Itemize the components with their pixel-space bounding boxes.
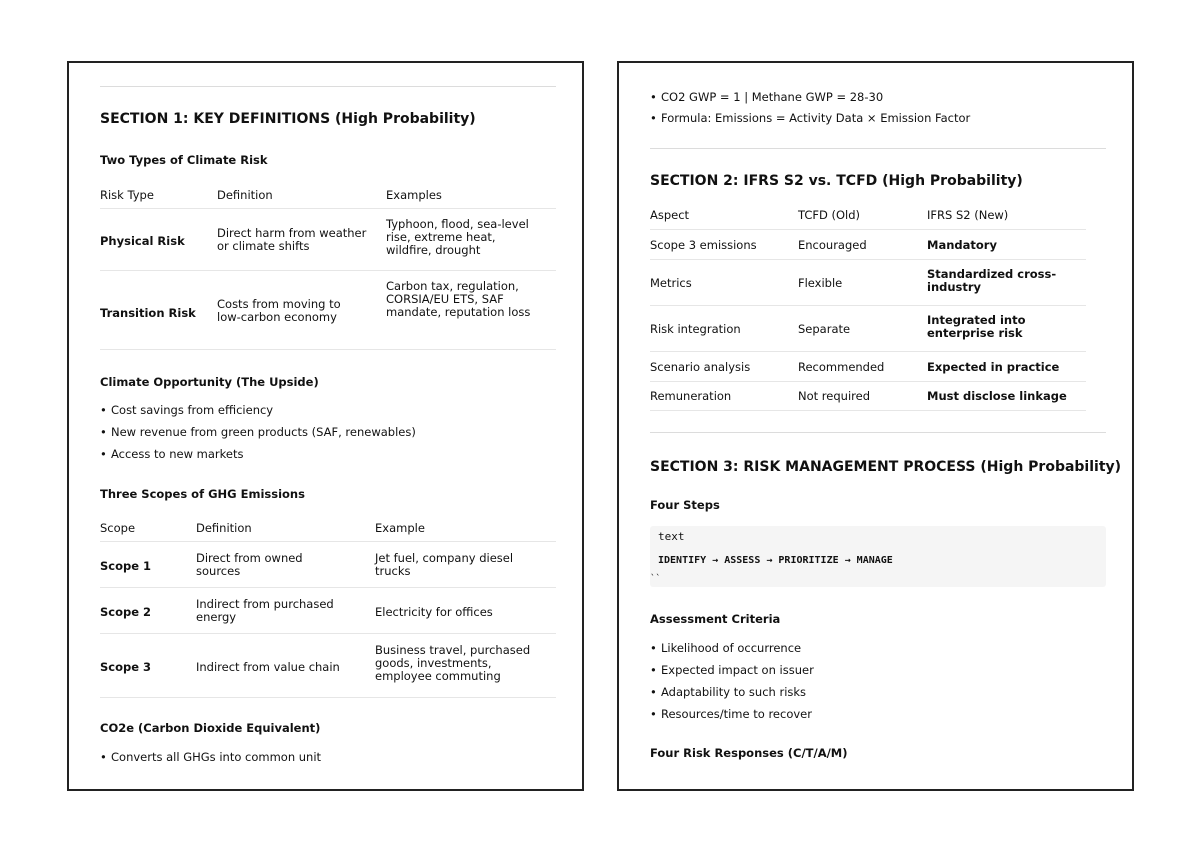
table-cell: Jet fuel, company diesel trucks [375, 551, 514, 578]
table-header-cell: IFRS S2 (New) [927, 208, 1009, 222]
code-block [650, 526, 1106, 587]
table-cell: Direct from owned sources [196, 551, 303, 578]
table-cell: Expected in practice [927, 360, 1060, 374]
document-page-1 [67, 61, 584, 791]
table-cell: Direct harm from weather or climate shifts [217, 226, 367, 253]
document-page-2 [617, 61, 1134, 791]
list-item: • Converts all GHGs into common unit [111, 750, 321, 764]
table-cell: Indirect from purchased energy [196, 597, 334, 624]
row-divider [650, 259, 1086, 260]
row-divider [100, 270, 556, 271]
row-divider [100, 633, 556, 634]
divider [650, 432, 1106, 433]
list-item: • Resources/time to recover [661, 707, 812, 721]
code-line: IDENTIFY → ASSESS → PRIORITIZE → MANAGE [658, 555, 893, 566]
co2e-heading: CO2e (Carbon Dioxide Equivalent) [100, 721, 321, 735]
list-item: • Adaptability to such risks [661, 685, 806, 699]
scopes-heading: Three Scopes of GHG Emissions [100, 487, 305, 501]
table-header-cell: Scope [100, 521, 136, 535]
row-divider [100, 587, 556, 588]
row-divider [650, 381, 1086, 382]
table-cell: Standardized cross-industry [927, 267, 1057, 294]
row-divider [100, 697, 556, 698]
climate-risk-heading: Two Types of Climate Risk [100, 153, 268, 167]
list-item: • Cost savings from efficiency [111, 403, 273, 417]
list-item: • CO2 GWP = 1 | Methane GWP = 28-30 [661, 90, 883, 104]
table-header-cell: Example [375, 521, 425, 535]
table-cell: Must disclose linkage [927, 389, 1067, 403]
divider [100, 86, 556, 87]
table-cell: Flexible [798, 276, 843, 290]
risk-responses-heading: Four Risk Responses (C/T/A/M) [650, 746, 848, 760]
section-2-title: SECTION 2: IFRS S2 vs. TCFD (High Probability) [650, 173, 1023, 189]
table-cell: Separate [798, 322, 851, 336]
section-3-title: SECTION 3: RISK MANAGEMENT PROCESS (High Probability) [650, 459, 1122, 475]
list-item: • Access to new markets [111, 447, 243, 461]
section-1-title: SECTION 1: KEY DEFINITIONS (High Probability) [100, 111, 476, 127]
table-header-cell: Risk Type [100, 188, 154, 202]
code-language: text [658, 530, 685, 543]
risk-type-physical: Physical Risk [100, 234, 185, 248]
table-cell: Mandatory [927, 238, 997, 252]
table-header-cell: Examples [386, 188, 442, 202]
opportunity-heading: Climate Opportunity (The Upside) [100, 375, 319, 389]
list-item: • New revenue from green products (SAF, renewables) [111, 425, 416, 439]
list-item: • Formula: Emissions = Activity Data × Emission Factor [661, 111, 970, 125]
table-cell: Electricity for offices [375, 605, 493, 619]
row-divider [650, 229, 1086, 230]
table-cell: Business travel, purchased goods, investments, employee commuting [375, 643, 531, 683]
table-cell: Indirect from value chain [196, 660, 340, 674]
divider [650, 148, 1106, 149]
table-header-cell: Definition [196, 521, 252, 535]
table-cell: Risk integration [650, 322, 741, 336]
row-divider [100, 349, 556, 350]
list-item: • Likelihood of occurrence [661, 641, 801, 655]
assessment-criteria-heading: Assessment Criteria [650, 612, 781, 626]
table-header-cell: Aspect [650, 208, 690, 222]
table-cell: Remuneration [650, 389, 732, 403]
table-cell: Typhoon, flood, sea-level rise, extreme heat, wildfire, drought [386, 217, 529, 257]
table-header-cell: TCFD (Old) [798, 208, 861, 222]
table-cell: Costs from moving to low-carbon economy [217, 297, 341, 324]
table-cell: Not required [798, 389, 870, 403]
table-cell: Carbon tax, regulation, CORSIA/EU ETS, SAF mandate, reputation loss [386, 279, 531, 319]
table-cell: Encouraged [798, 238, 867, 252]
row-divider [650, 410, 1086, 411]
four-steps-heading: Four Steps [650, 498, 720, 512]
scope-2-label: Scope 2 [100, 605, 152, 619]
table-cell: Integrated into enterprise risk [927, 313, 1026, 340]
row-divider [100, 208, 556, 209]
row-divider [650, 305, 1086, 306]
table-cell: Metrics [650, 276, 692, 290]
table-header-cell: Definition [217, 188, 273, 202]
list-item: • Expected impact on issuer [661, 663, 814, 677]
table-cell: Recommended [798, 360, 885, 374]
row-divider [100, 541, 556, 542]
row-divider [650, 351, 1086, 352]
scope-1-label: Scope 1 [100, 559, 152, 573]
risk-type-transition: Transition Risk [100, 306, 196, 320]
code-fence: `` [650, 574, 661, 584]
table-cell: Scenario analysis [650, 360, 751, 374]
scope-3-label: Scope 3 [100, 660, 152, 674]
table-cell: Scope 3 emissions [650, 238, 757, 252]
